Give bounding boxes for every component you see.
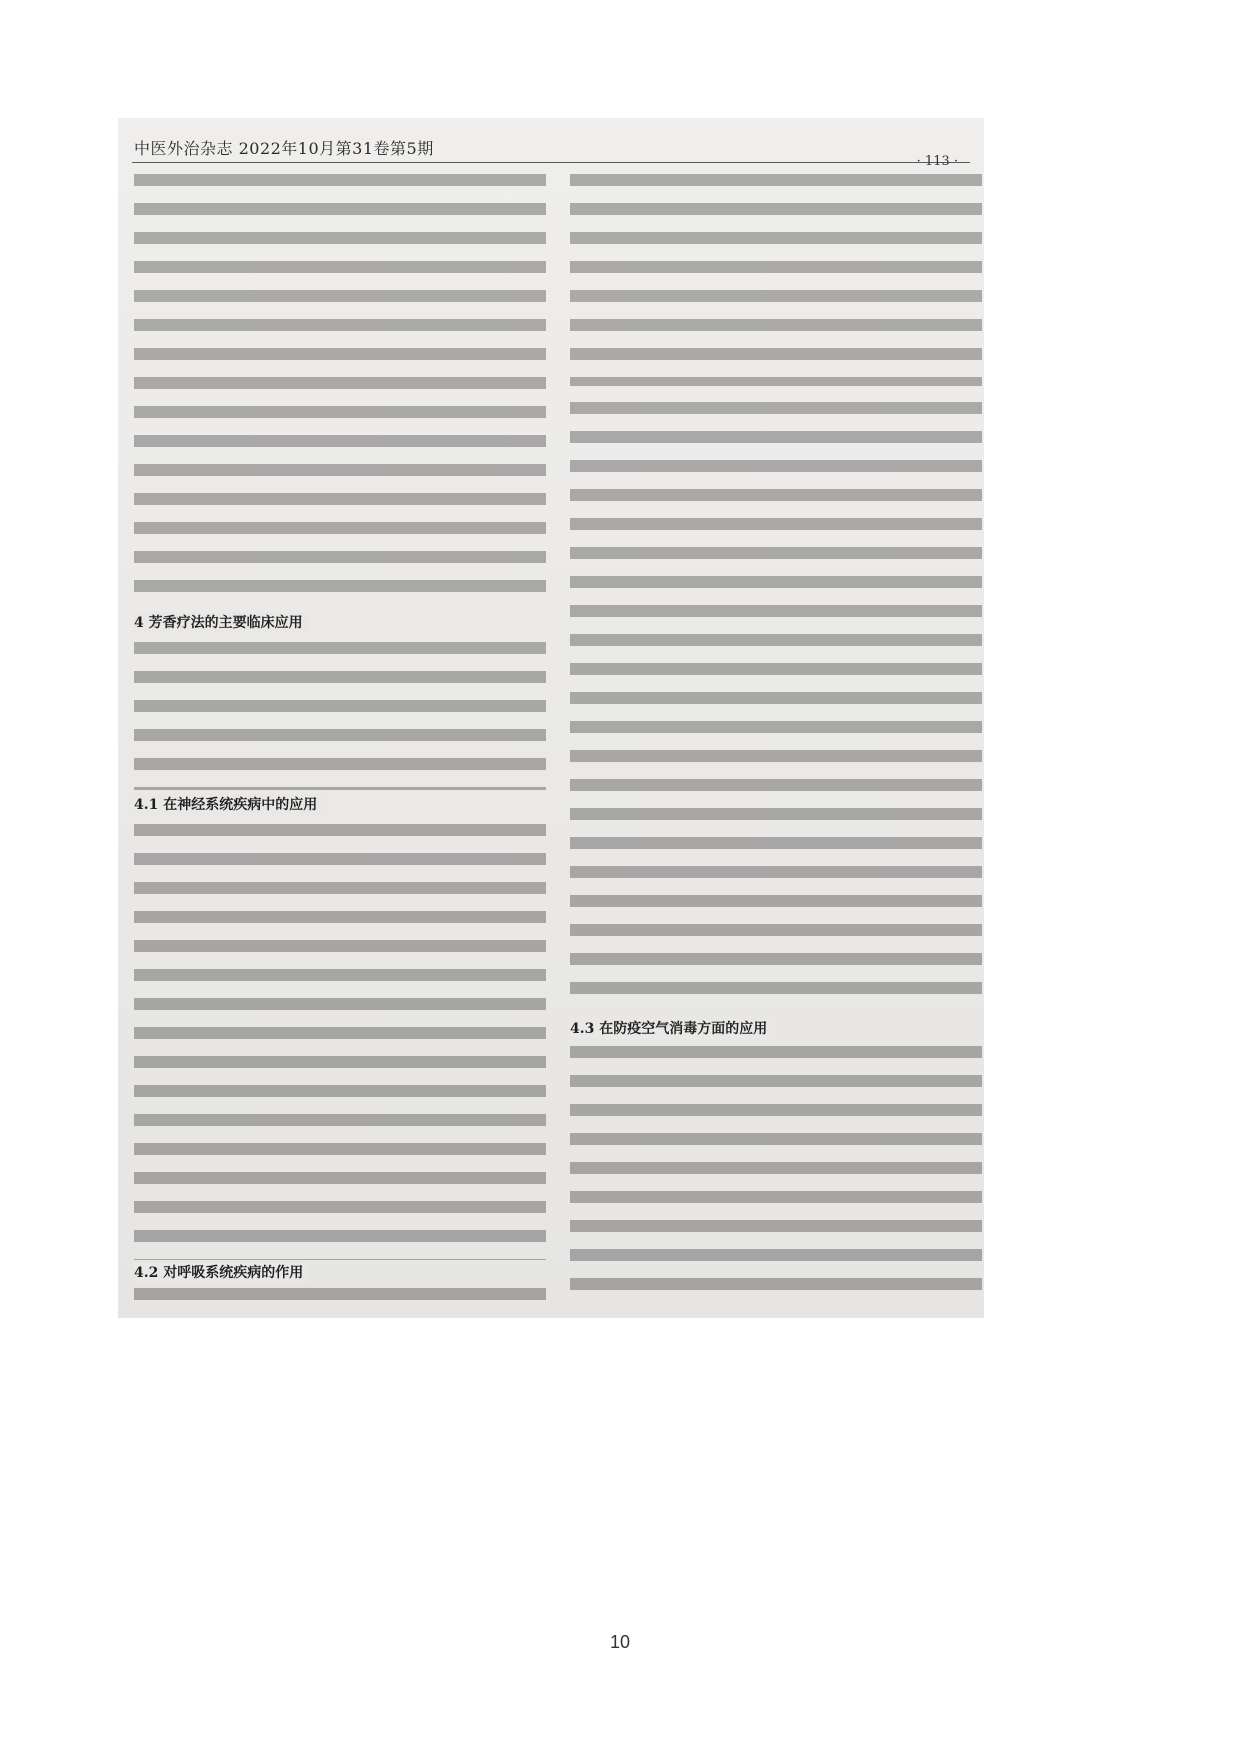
- header-rule: [132, 162, 970, 163]
- paragraph-block: [570, 174, 982, 386]
- paragraph-block: [134, 642, 546, 790]
- section-heading-4-1: 4.1 在神经系统疾病中的应用: [134, 794, 323, 814]
- paragraph-block: [134, 174, 546, 604]
- scanned-journal-page: [118, 118, 984, 1318]
- paragraph-block: [134, 1288, 546, 1302]
- journal-page-number: · 113 ·: [916, 154, 958, 169]
- right-column: [570, 166, 982, 1296]
- left-column: [134, 166, 546, 1296]
- journal-header: 中医外治杂志 2022年10月第31卷第5期: [134, 139, 434, 158]
- section-heading-4: 4 芳香疗法的主要临床应用: [134, 612, 309, 632]
- paragraph-block: [570, 402, 982, 1010]
- section-heading-4-2: 4.2 对呼吸系统疾病的作用: [134, 1262, 309, 1282]
- paragraph-block: [134, 824, 546, 1260]
- section-heading-4-3: 4.3 在防疫空气消毒方面的应用: [570, 1018, 773, 1038]
- document-page-number: 10: [609, 1632, 631, 1652]
- paragraph-block: [570, 1046, 982, 1294]
